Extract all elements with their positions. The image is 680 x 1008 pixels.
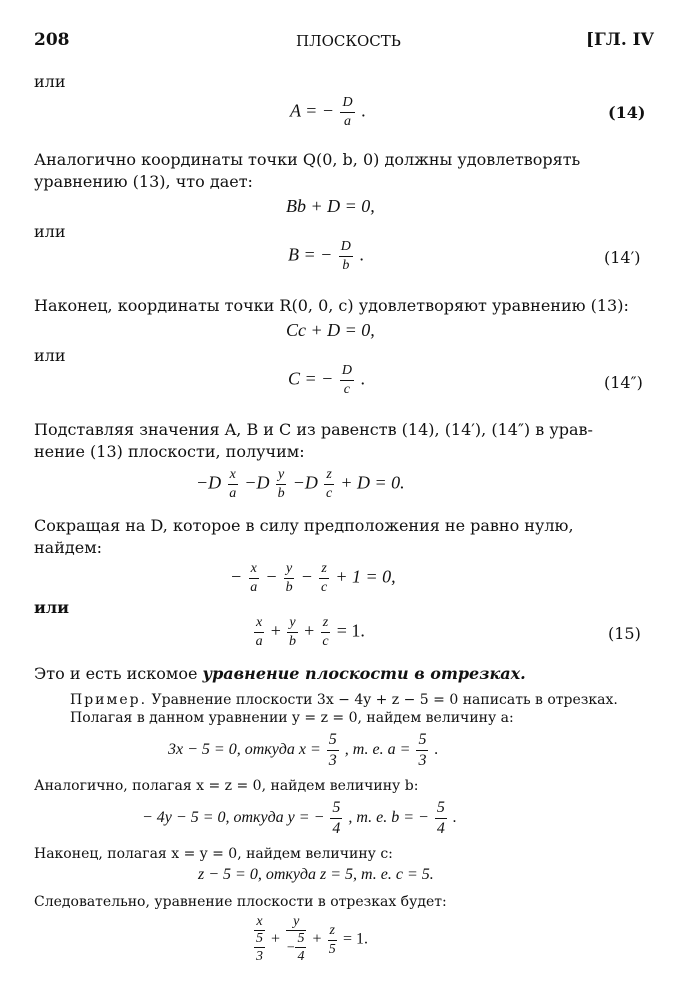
denominator: a [250,580,258,595]
example-line4: Наконец, полагая x = y = 0, найдем величину c: [34,846,393,862]
equation-bb: Bb + D = 0, [286,196,375,216]
eq-lhs: − 4y − 5 = 0, откуда y = − [142,809,325,827]
numerator: y [284,560,294,579]
example-line3: Аналогично, полагая x = z = 0, найдем величину b: [34,778,419,794]
fraction [284,560,294,597]
denominator: 3 [328,752,337,769]
numerator: 5 [256,931,263,946]
equation-substitution [196,466,405,503]
denominator: a [344,114,352,129]
fraction [276,466,286,503]
chapter-label: [ГЛ. IV [586,30,654,50]
word-ili: или [34,346,66,365]
numerator: D [340,94,354,113]
fraction [416,730,428,771]
example-line2: Полагая в данном уравнении y = z = 0, найдем величину a: [70,710,514,726]
fraction [340,362,354,399]
example-text: Уравнение плоскости 3x − 4y + z − 5 = 0 написать в отрезках. [151,692,618,708]
conclusion-text: Это и есть искомое [34,664,203,683]
denominator [286,931,306,966]
numerator: x [254,914,265,931]
fraction [254,914,265,966]
denominator: b [285,580,293,595]
conclusion-line [34,662,526,686]
numerator: 5 [327,730,339,751]
running-title: ПЛОСКОСТЬ [296,32,401,50]
plus: + [271,930,281,948]
equation-a [168,730,438,771]
numerator: z [324,466,333,485]
eq-tail: . [452,809,457,827]
equation-number-14-prime: (14′) [604,248,641,267]
fraction [324,466,333,503]
fraction [339,238,353,275]
fraction [330,798,342,839]
equation-14-prime [288,238,364,275]
denominator: c [322,634,329,649]
fraction [254,931,265,966]
eq-lhs: B = − [288,244,333,265]
eq-mid: , т. е. a = [344,741,411,759]
fraction [321,614,330,651]
denominator: 4 [436,820,445,837]
equation-c: z − 5 = 0, откуда z = 5, т. е. c = 5. [198,866,434,883]
denominator [254,931,265,966]
fraction [286,914,306,966]
equation-final [252,914,368,966]
term: − [265,566,278,587]
term: −D [196,472,222,493]
equation-number-14: (14) [608,103,646,122]
denominator: 3 [256,949,263,964]
term: −D [244,472,270,493]
fraction [254,614,264,651]
paragraph-point-q-line1: Аналогично координаты точки Q(0, b, 0) должны удовлетворять [34,150,581,169]
denominator: b [277,486,285,501]
denominator: 5 [328,941,336,957]
example-line1 [70,690,618,710]
denominator: c [343,382,350,397]
eq-tail: . [361,100,366,121]
word-ili: или [34,222,66,241]
minus-sign: − [286,940,296,956]
eq-lhs: A = − [290,100,334,121]
eq-tail: = 1. [336,620,365,641]
numerator: z [321,614,330,633]
numerator: y [286,914,306,931]
numerator: y [276,466,286,485]
fraction [328,922,337,959]
numerator: D [340,362,354,381]
denominator: b [288,634,296,649]
eq-mid: , т. е. b = − [348,809,429,827]
example-line5: Следовательно, уравнение плоскости в отрезках будет: [34,894,447,910]
numerator: z [328,922,337,941]
denominator: 4 [297,949,305,964]
equation-15 [252,614,365,651]
eq-tail: . [360,368,365,389]
eq-lhs: C = − [288,368,334,389]
fraction [287,614,297,651]
numerator: z [319,560,328,579]
denominator: b [342,258,350,273]
denominator: a [255,634,263,649]
word-ili: или [34,598,70,617]
fraction [435,798,447,839]
denominator: 3 [418,752,427,769]
paragraph-divide-line1: Сокращая на D, которое в силу предположения не равно нулю, [34,516,574,535]
page-number: 208 [34,30,70,50]
equation-b [142,798,457,839]
paragraph-point-r: Наконец, координаты точки R(0, 0, c) удовлетворяют уравнению (13): [34,296,629,315]
fraction [228,466,238,503]
equation-divided [230,560,396,597]
paragraph-point-q-line2: уравнению (13), что дает: [34,172,253,191]
equation-cc: Cc + D = 0, [286,320,375,340]
example-heading: Пример. [70,692,148,708]
paragraph-substitution-line2: нение (13) плоскости, получим: [34,442,305,461]
numerator: 5 [416,730,428,751]
term: − [230,566,243,587]
equation-14-double-prime [288,362,365,399]
denominator: c [321,580,328,595]
plus: + [270,620,281,641]
term: −D [292,472,318,493]
numerator: 5 [330,798,342,819]
equation-number-15: (15) [608,624,641,643]
eq-lhs: 3x − 5 = 0, откуда x = [168,741,321,759]
fraction [295,931,306,966]
paragraph-substitution-line1: Подставляя значения A, B и C из равенств (14), (14′), (14″) в урав- [34,420,593,439]
fraction [327,730,339,771]
eq-tail: . [359,244,364,265]
term: + 1 = 0, [335,566,396,587]
term: + D = 0. [340,472,405,493]
plus: + [304,620,315,641]
eq-tail: . [434,741,439,759]
equation-14 [290,94,366,131]
eq-tail: = 1. [342,930,368,948]
numerator: x [254,614,264,633]
numerator: D [339,238,353,257]
fraction [249,560,259,597]
denominator: 4 [332,820,341,837]
fraction [319,560,328,597]
numerator: x [228,466,238,485]
denominator: c [326,486,333,501]
numerator: x [249,560,259,579]
numerator: y [287,614,297,633]
numerator: 5 [297,931,305,946]
fraction [340,94,354,131]
conclusion-emphasis: уравнение плоскости в отрезках. [202,664,526,683]
denominator: a [229,486,237,501]
equation-number-14-double-prime: (14″) [604,373,643,392]
term: − [300,566,313,587]
plus: + [312,930,322,948]
paragraph-divide-line2: найдем: [34,538,103,557]
word-ili: или [34,72,66,91]
numerator: 5 [435,798,447,819]
